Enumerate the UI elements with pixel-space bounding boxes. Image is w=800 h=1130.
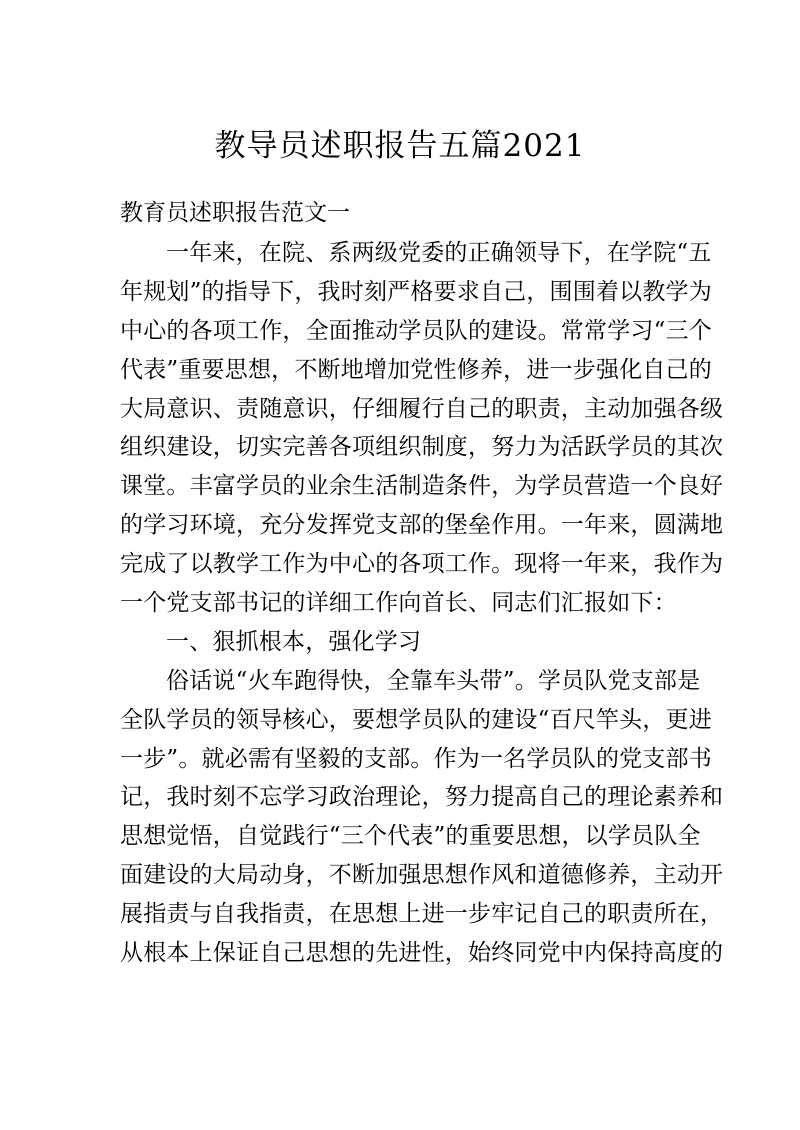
paragraph-line: 一年来，在院、系两级党委的正确领导下，在学院“五 bbox=[166, 240, 712, 266]
section-subheading: 一、狠抓根本，强化学习 bbox=[166, 628, 422, 655]
paragraph-line: 从根本上保证自己思想的先进性，始终同党中内保持高度的 bbox=[120, 940, 724, 967]
page-title: 教导员述职报告五篇2021 bbox=[214, 128, 586, 164]
paragraph-line: 面建设的大局动身，不断加强思想作风和道德修养，主动开 bbox=[120, 862, 724, 889]
body-text bbox=[120, 234, 724, 973]
paragraph-line: 一步”。就必需有坚毅的支部。作为一名学员队的党支部书 bbox=[120, 745, 712, 772]
paragraph-line: 完成了以教学工作为中心的各项工作。现将一年来，我作为 bbox=[120, 551, 724, 578]
paragraph-line: 一个党支部书记的详细工作向首长、同志们汇报如下： bbox=[120, 590, 677, 617]
paragraph-line: 中心的各项工作，全面推动学员队的建设。常常学习“三个 bbox=[120, 317, 712, 344]
paragraph-line: 组织建设，切实完善各项组织制度，努力为活跃学员的其次 bbox=[120, 434, 724, 461]
paragraph-line: 的学习环境，充分发挥党支部的堡垒作用。一年来，圆满地 bbox=[120, 512, 724, 539]
paragraph-line: 展指责与自我指责，在思想上进一步牢记自己的职责所在， bbox=[120, 901, 724, 928]
section-heading: 教育员述职报告范文一 bbox=[120, 200, 350, 226]
paragraph-line: 课堂。丰富学员的业余生活制造条件，为学员营造一个良好 bbox=[120, 473, 724, 500]
paragraph-line: 全队学员的领导核心，要想学员队的建设“百尺竿头，更进 bbox=[120, 706, 712, 733]
paragraph-line: 俗话说“火车跑得快，全靠车头带”。学员队党支部是 bbox=[166, 667, 701, 694]
paragraph-line: 年规划”的指导下，我时刻严格要求自己，围围着以教学为 bbox=[120, 278, 712, 305]
paragraph-line: 大局意识、责随意识，仔细履行自己的职责，主动加强各级 bbox=[120, 395, 724, 422]
paragraph-line: 代表”重要思想，不断地增加党性修养，进一步强化自己的 bbox=[120, 356, 712, 383]
paragraph-line: 思想觉悟，自觉践行“三个代表”的重要思想，以学员队全 bbox=[120, 823, 701, 850]
paragraph-line: 记，我时刻不忘学习政治理论，努力提高自己的理论素养和 bbox=[120, 784, 724, 811]
